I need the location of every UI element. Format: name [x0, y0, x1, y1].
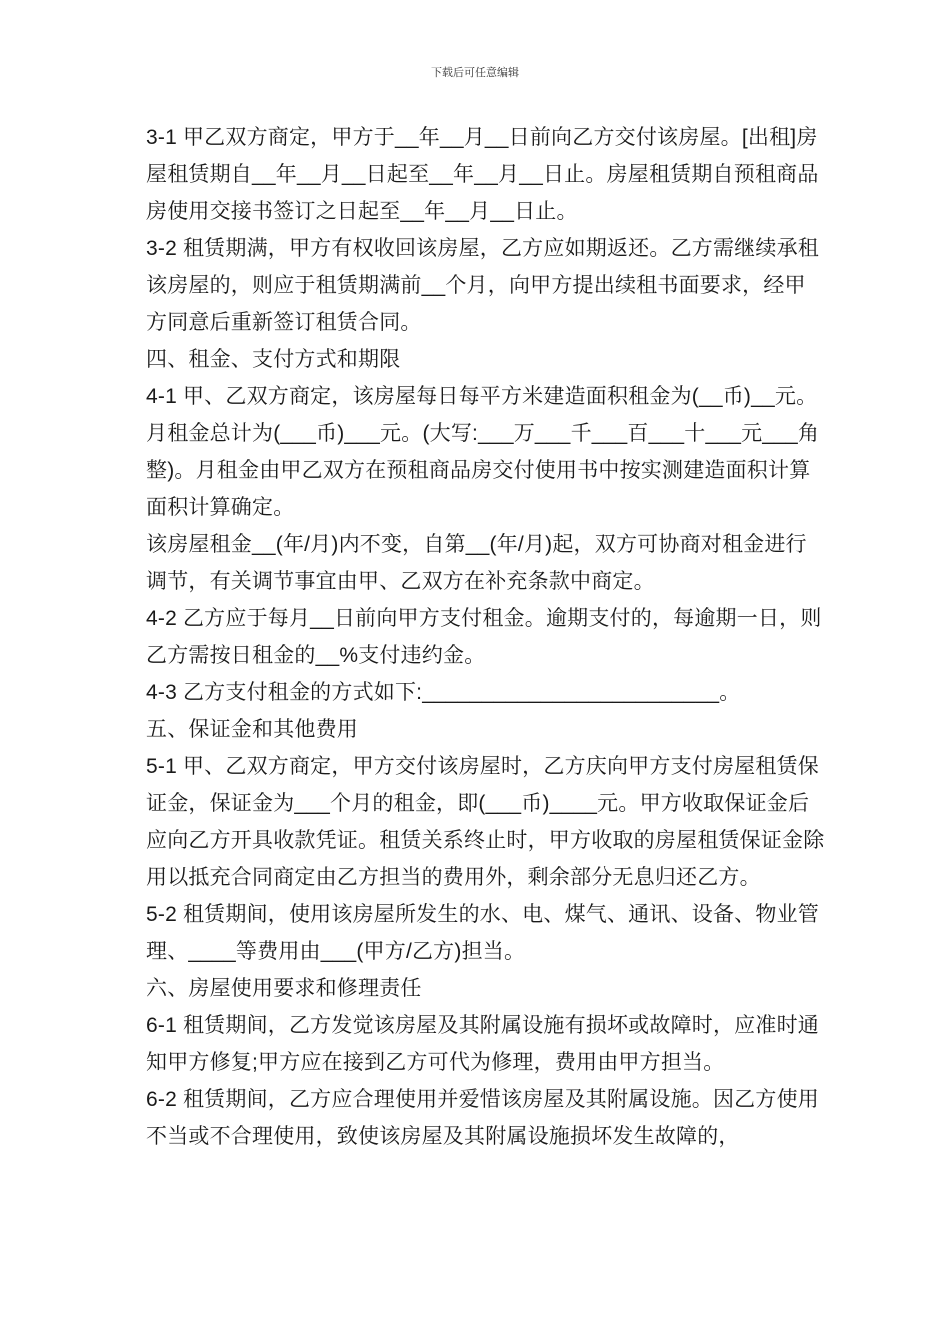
clause-5-1: 5-1 甲、乙双方商定，甲方交付该房屋时，乙方庆向甲方支付房屋租赁保证金，保证金为___个月的租金，即(___币)____元。甲方收取保证金后应向乙方开具收款凭证。租赁关系终止时，甲方收取的房屋租赁保证金除用以抵充合同商定由乙方担当的费用外，剩余部分无息归还乙方。 — [146, 755, 825, 889]
section-heading-deposit: 五、保证金和其他费用 — [146, 718, 358, 741]
page-header: 下载后可任意编辑 — [431, 66, 519, 79]
clause-4-3: 4-3 乙方支付租金的方式如下:_________________________。 — [146, 681, 741, 704]
section-heading-usage: 六、房屋使用要求和修理责任 — [146, 977, 422, 1000]
clause-4-1-adjustment: 该房屋租金__(年/月)内不变，自第__(年/月)起，双方可协商对租金进行调节，有关调节事宜由甲、乙双方在补充条款中商定。 — [146, 533, 807, 593]
clause-4-1: 4-1 甲、乙双方商定，该房屋每日每平方米建造面积租金为(__币)__元。月租金总计为(___币)___元。(大写:___万___千___百___十___元___角整)。月租金由甲乙双方在预租商品房交付使用书中按实测建造面积计算面积计算确定。 — [146, 385, 820, 519]
document-body — [146, 119, 826, 1155]
section-heading-rent: 四、租金、支付方式和期限 — [146, 348, 401, 371]
clause-6-1: 6-1 租赁期间，乙方发觉该房屋及其附属设施有损坏或故障时，应准时通知甲方修复;甲方应在接到乙方可代为修理，费用由甲方担当。 — [146, 1014, 819, 1074]
clause-4-2: 4-2 乙方应于每月__日前向甲方支付租金。逾期支付的，每逾期一日，则乙方需按日租金的__%支付违约金。 — [146, 607, 822, 667]
clause-3-1: 3-1 甲乙双方商定，甲方于__年__月__日前向乙方交付该房屋。[出租]房屋租赁期自__年__月__日起至__年__月__日止。房屋租赁期自预租商品房使用交接书签订之日起至__年__月__日止。 — [146, 126, 819, 223]
clause-5-2: 5-2 租赁期间，使用该房屋所发生的水、电、煤气、通讯、设备、物业管理、____等费用由___(甲方/乙方)担当。 — [146, 903, 819, 963]
clause-6-2: 6-2 租赁期间，乙方应合理使用并爱惜该房屋及其附属设施。因乙方使用不当或不合理使用，致使该房屋及其附属设施损坏发生故障的， — [146, 1088, 819, 1148]
clause-3-2: 3-2 租赁期满，甲方有权收回该房屋，乙方应如期返还。乙方需继续承租该房屋的，则应于租赁期满前__个月，向甲方提出续租书面要求，经甲方同意后重新签订租赁合同。 — [146, 237, 819, 334]
